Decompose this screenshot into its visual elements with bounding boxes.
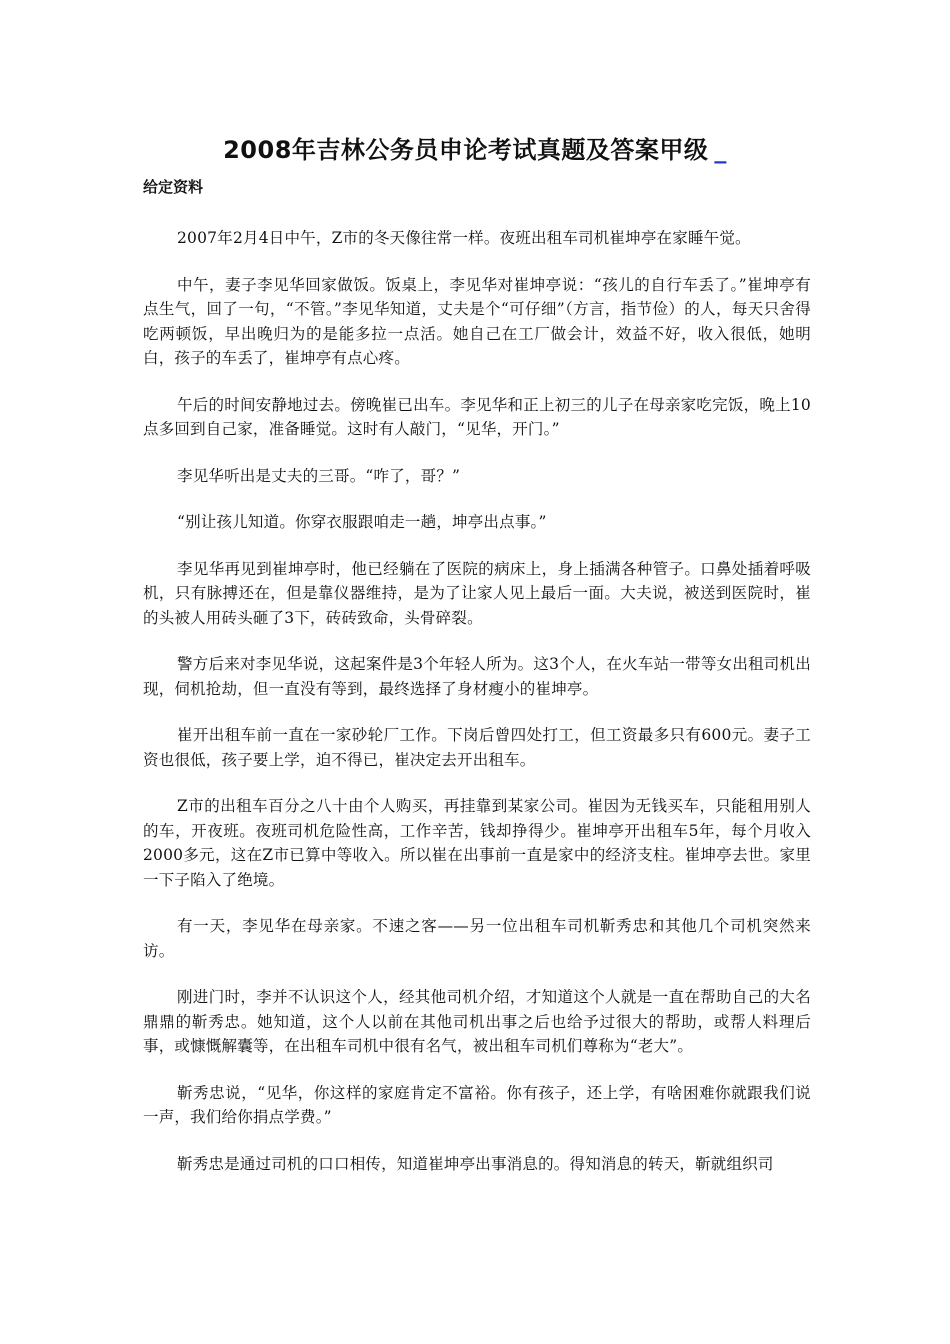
document-title: [0, 132, 950, 168]
section-label: 给定资料: [143, 178, 204, 196]
paragraph: 靳秀忠是通过司机的口口相传，知道崔坤亭出事消息的。得知消息的转天，靳就组织司: [177, 1154, 774, 1173]
paragraph: 靳秀忠说，“见华，你这样的家庭肯定不富裕。你有孩子，还上学，有啥困难你就跟我们说一声，我们给你捐点学费。”: [143, 1083, 811, 1126]
paragraph: 李见华听出是丈夫的三哥。“咋了，哥？”: [177, 466, 461, 485]
paragraph: 午后的时间安静地过去。傍晚崔已出车。李见华和正上初三的儿子在母亲家吃完饭，晚上10点多回到自己家，准备睡觉。这时有人敲门，“见华，开门。”: [143, 395, 811, 438]
paragraph: “别让孩儿知道。你穿衣服跟咱走一趟，坤亭出点事。”: [177, 513, 547, 531]
paragraph: 警方后来对李见华说，这起案件是3个年轻人所为。这3个人，在火车站一带等女出租司机出现，伺机抢劫，但一直没有等到，最终选择了身材瘦小的崔坤亭。: [143, 655, 811, 698]
paragraph: 2007年2月4日中午，Z市的冬天像往常一样。夜班出租车司机崔坤亭在家睡午觉。: [177, 229, 751, 247]
paragraph: 李见华再见到崔坤亭时，他已经躺在了医院的病床上，身上插满各种管子。口鼻处插着呼吸机，只有脉搏还在，但是靠仪器维持，是为了让家人见上最后一面。大夫说，被送到医院时，崔的头被人用砖头砸了3下，砖砖致命，头骨碎裂。: [143, 559, 811, 627]
paragraph: 有一天，李见华在母亲家。不速之客——另一位出租车司机靳秀忠和其他几个司机突然来访。: [143, 917, 811, 960]
paragraph: 中午，妻子李见华回家做饭。饭桌上，李见华对崔坤亭说：“孩儿的自行车丢了。”崔坤亭有点生气，回了一句，“不管。”李见华知道，丈夫是个“可仔细”（方言，指节俭）的人，每天只舍得吃两顿饭，早出晚归为的是能多拉一点活。她自己在工厂做会计，效益不好，收入很低，她明白，孩子的车丢了，崔坤亭有点心疼。: [143, 275, 811, 367]
title-text: 2008年吉林公务员申论考试真题及答案甲级: [223, 136, 709, 164]
paragraph: 刚进门时，李并不认识这个人，经其他司机介绍，才知道这个人就是一直在帮助自己的大名鼎鼎的靳秀忠。她知道，这个人以前在其他司机出事之后也给予过很大的帮助，或帮人料理后事，或慷慨解囊等，在出租车司机中很有名气，被出租车司机们尊称为“老大”。: [143, 988, 811, 1055]
paragraph: Z市的出租车百分之八十由个人购买，再挂靠到某家公司。崔因为无钱买车，只能租用别人的车，开夜班。夜班司机危险性高，工作辛苦，钱却挣得少。崔坤亭开出租车5年，每个月收入2000多元，这在Z市已算中等收入。所以崔在出事前一直是家中的经济支柱。崔坤亭去世。家里一下子陷入了绝境。: [143, 797, 811, 889]
document-body: [143, 226, 811, 1198]
paragraph: 崔开出租车前一直在一家砂轮厂工作。下岗后曾四处打工，但工资最多只有600元。妻子工资也很低，孩子要上学，迫不得已，崔决定去开出租车。: [143, 726, 811, 769]
title-underscore: _: [714, 136, 727, 164]
